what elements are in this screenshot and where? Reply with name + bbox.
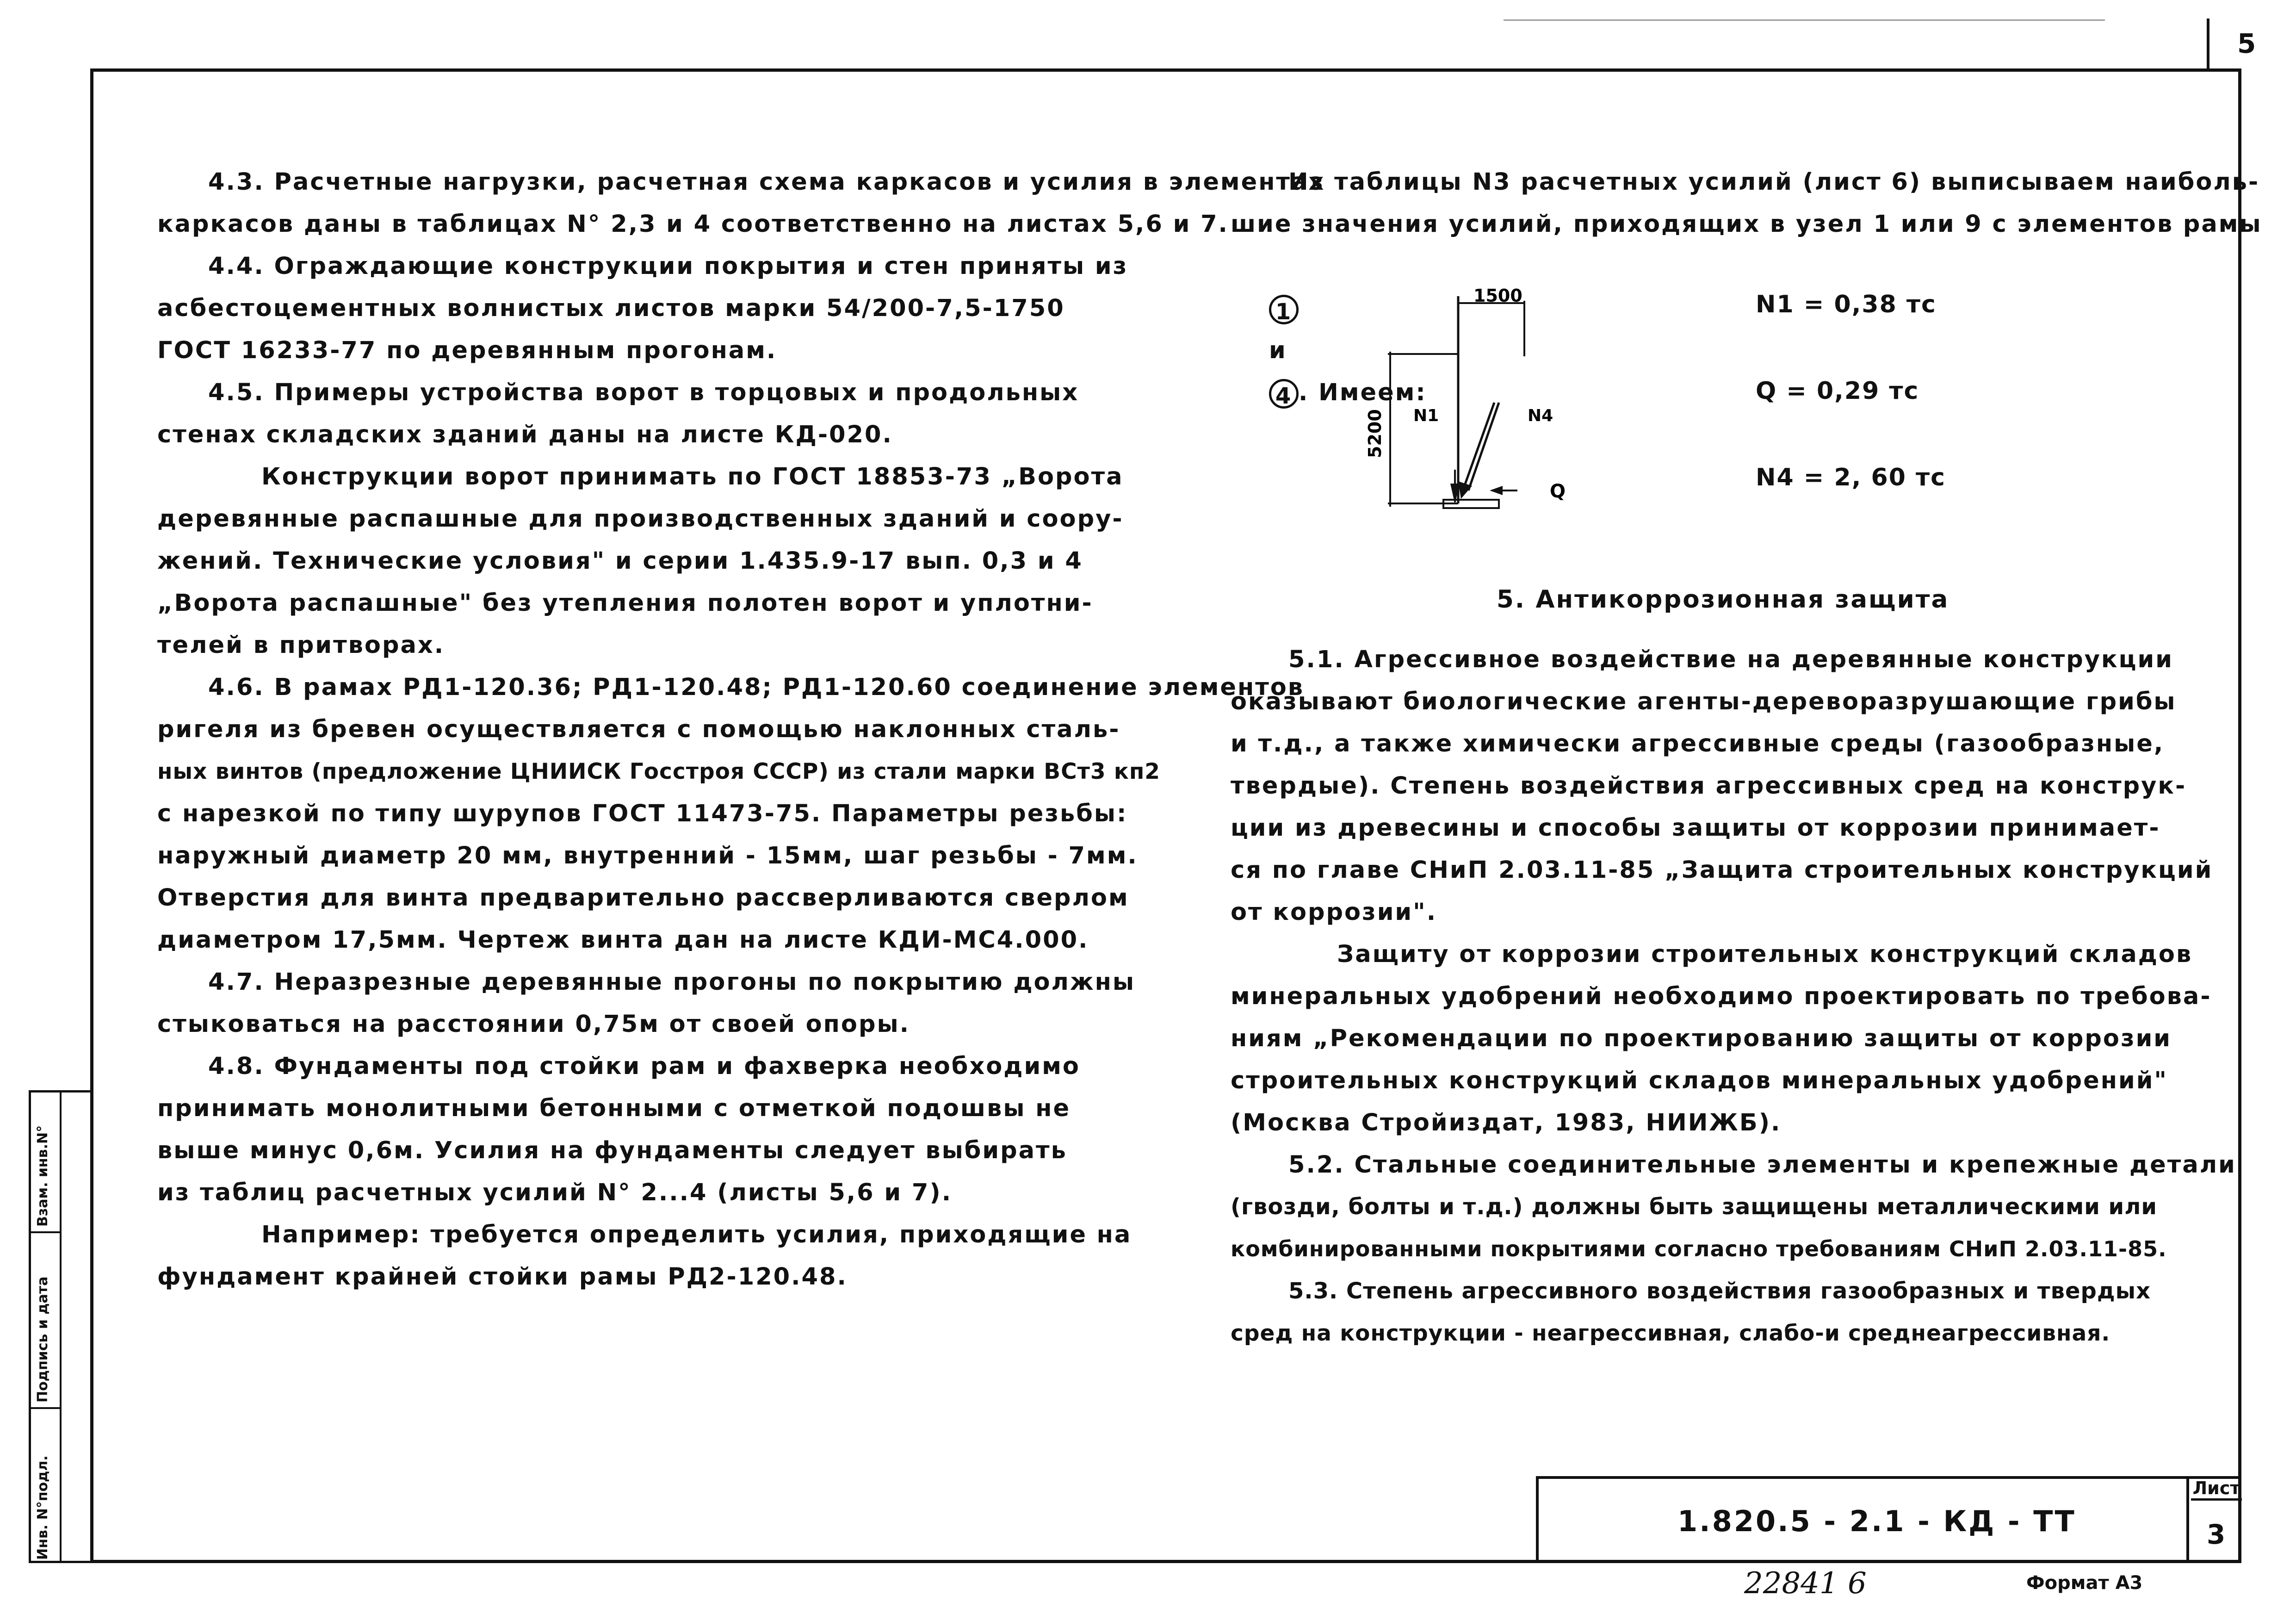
section-5-heading: 5. Антикоррозионная защита — [1497, 585, 1949, 614]
left-line: принимать монолитными бетонными с отметкой подошвы не — [157, 1095, 1071, 1122]
right-column — [1231, 639, 2236, 1354]
q-label: Q — [1550, 481, 1566, 502]
left-line: наружный диаметр 20 мм, внутренний - 15мм, шаг резьбы - 7мм. — [157, 842, 1138, 869]
right-line: строительных конструкций складов минеральных удобрений" — [1231, 1067, 2168, 1094]
force-diagram — [1355, 287, 1596, 518]
left-line: 4.4. Ограждающие конструкции покрытия и стен приняты из — [208, 253, 1128, 280]
left-line: 4.3. Расчетные нагрузки, расчетная схема каркасов и усилия в элементах — [208, 168, 1325, 196]
intro-and: и — [1269, 337, 1287, 364]
n4-arrow-line-2 — [1468, 403, 1499, 490]
left-line: „Ворота распашные" без утепления полотен ворот и уплотни- — [157, 590, 1093, 617]
left-line: каркасов даны в таблицах N° 2,3 и 4 соответственно на листах 5,6 и 7. — [157, 211, 1229, 238]
right-line: 5.1. Агрессивное воздействие на деревянные конструкции — [1288, 646, 2173, 673]
value-n1: N1 = 0,38 тс — [1756, 291, 1937, 318]
circled-number-1: 1 — [1269, 295, 1299, 324]
left-line: 4.6. В рамах РД1-120.36; РД1-120.48; РД1-120.60 соединение элементов — [208, 674, 1305, 701]
dim-left-label: 5200 — [1365, 409, 1385, 458]
left-line: фундамент крайней стойки рамы РД2-120.48. — [157, 1263, 848, 1291]
sheet-number: 3 — [2207, 1519, 2226, 1550]
right-line: ся по главе СНиП 2.03.11-85 „Защита строительных конструкций — [1231, 857, 2213, 884]
right-intro-line: шие значения усилий, приходящих в узел 1 или 9 с элементов рамы — [1231, 211, 2262, 238]
left-line: с нарезкой по типу шурупов ГОСТ 11473-75. Параметры резьбы: — [157, 800, 1128, 827]
right-line: минеральных удобрений необходимо проектировать по требова- — [1231, 983, 2212, 1010]
right-line: Защиту от коррозии строительных конструкций складов — [1337, 941, 2193, 968]
n4-label: N4 — [1528, 406, 1553, 425]
q-arrowhead — [1490, 486, 1503, 495]
left-line: ригеля из бревен осуществляется с помощью наклонных сталь- — [157, 716, 1120, 743]
left-line: Конструкции ворот принимать по ГОСТ 18853-73 „Ворота — [261, 463, 1124, 490]
left-line: жений. Технические условия" и серии 1.435.9-17 вып. 0,3 и 4 — [157, 547, 1083, 575]
stamp-podpis: Подпись и дата — [35, 1276, 51, 1403]
dim-top-label: 1500 — [1473, 287, 1522, 306]
circled-number-4: 4 — [1269, 379, 1299, 409]
intro-tail: . Имеем: — [1299, 379, 1427, 406]
value-q: Q = 0,29 тс — [1756, 377, 1919, 405]
force-diagram-svg — [1355, 287, 1596, 518]
stamp-inv-podl: Инв. N°подл. — [35, 1455, 51, 1560]
side-stamp — [29, 1090, 90, 1563]
left-line: 4.8. Фундаменты под стойки рам и фахверка необходимо — [208, 1053, 1080, 1080]
right-line: (гвозди, болты и т.д.) должны быть защищены металлическими или — [1231, 1194, 2157, 1220]
n1-label: N1 — [1413, 406, 1439, 425]
left-line: ГОСТ 16233-77 по деревянным прогонам. — [157, 337, 777, 364]
top-rule — [1504, 19, 2105, 21]
left-line: ных винтов (предложение ЦНИИСК Госстроя СССР) из стали марки ВСт3 кп2 — [157, 759, 1161, 784]
format-label: Формат А3 — [2026, 1572, 2143, 1594]
left-line: деревянные распашные для производственных зданий и соору- — [157, 505, 1124, 533]
left-column — [157, 161, 1325, 1298]
right-line: и т.д., а также химически агрессивные среды (газообразные, — [1231, 730, 2165, 757]
title-block — [1536, 1476, 2241, 1563]
right-line: от коррозии". — [1231, 899, 1437, 926]
left-line: стенах складских зданий даны на листе КД-020. — [157, 421, 893, 448]
right-line: ниям „Рекомендации по проектированию защиты от коррозии — [1231, 1025, 2172, 1052]
right-line: оказывают биологические агенты-дереворазрушающие грибы — [1231, 688, 2177, 715]
page-number: 5 — [2237, 28, 2256, 59]
sheet-label: Лист — [2191, 1478, 2242, 1501]
right-line: твердые). Степень воздействия агрессивных сред на конструк- — [1231, 772, 2187, 800]
left-line: 4.7. Неразрезные деревянные прогоны по покрытию должны — [208, 968, 1136, 996]
left-line: выше минус 0,6м. Усилия на фундаменты следует выбирать — [157, 1137, 1067, 1164]
right-line: сред на конструкции - неагрессивная, слабо-и среднеагрессивная. — [1231, 1321, 2110, 1346]
right-line: 5.3. Степень агрессивного воздействия газообразных и твердых — [1288, 1278, 2151, 1304]
left-line: стыковаться на расстоянии 0,75м от своей опоры. — [157, 1011, 910, 1038]
right-line: (Москва Стройиздат, 1983, НИИЖБ). — [1231, 1109, 1782, 1136]
right-line: комбинированными покрытиями согласно требованиям СНиП 2.03.11-85. — [1231, 1236, 2167, 1261]
left-line: телей в притворах. — [157, 632, 445, 659]
left-line: диаметром 17,5мм. Чертеж винта дан на листе КДИ-МС4.000. — [157, 926, 1089, 954]
left-line: асбестоцементных волнистых листов марки 54/200-7,5-1750 — [157, 295, 1065, 322]
left-line: Например: требуется определить усилия, приходящие на — [261, 1221, 1132, 1248]
archive-number: 22841 6 — [1744, 1566, 1867, 1601]
right-line: 5.2. Стальные соединительные элементы и крепежные детали — [1288, 1151, 2236, 1179]
sheet-box — [2186, 1476, 2244, 1563]
document-code: 1.820.5 - 2.1 - КД - ТТ — [1677, 1504, 2076, 1538]
left-line: Отверстия для винта предварительно рассверливаются сверлом — [157, 884, 1129, 912]
left-line: из таблиц расчетных усилий N° 2...4 (листы 5,6 и 7). — [157, 1179, 953, 1206]
right-intro-line: Из таблицы N3 расчетных усилий (лист 6) выписываем наиболь- — [1288, 168, 2260, 196]
left-line: 4.5. Примеры устройства ворот в торцовых и продольных — [208, 379, 1079, 406]
page-number-box — [2207, 19, 2296, 68]
n4-arrow-line — [1463, 403, 1494, 490]
value-n4: N4 = 2, 60 тс — [1756, 464, 1946, 491]
right-line: ции из древесины и способы защиты от коррозии принимает- — [1231, 814, 2160, 842]
stamp-vzam: Взам. инв.N° — [35, 1125, 51, 1227]
